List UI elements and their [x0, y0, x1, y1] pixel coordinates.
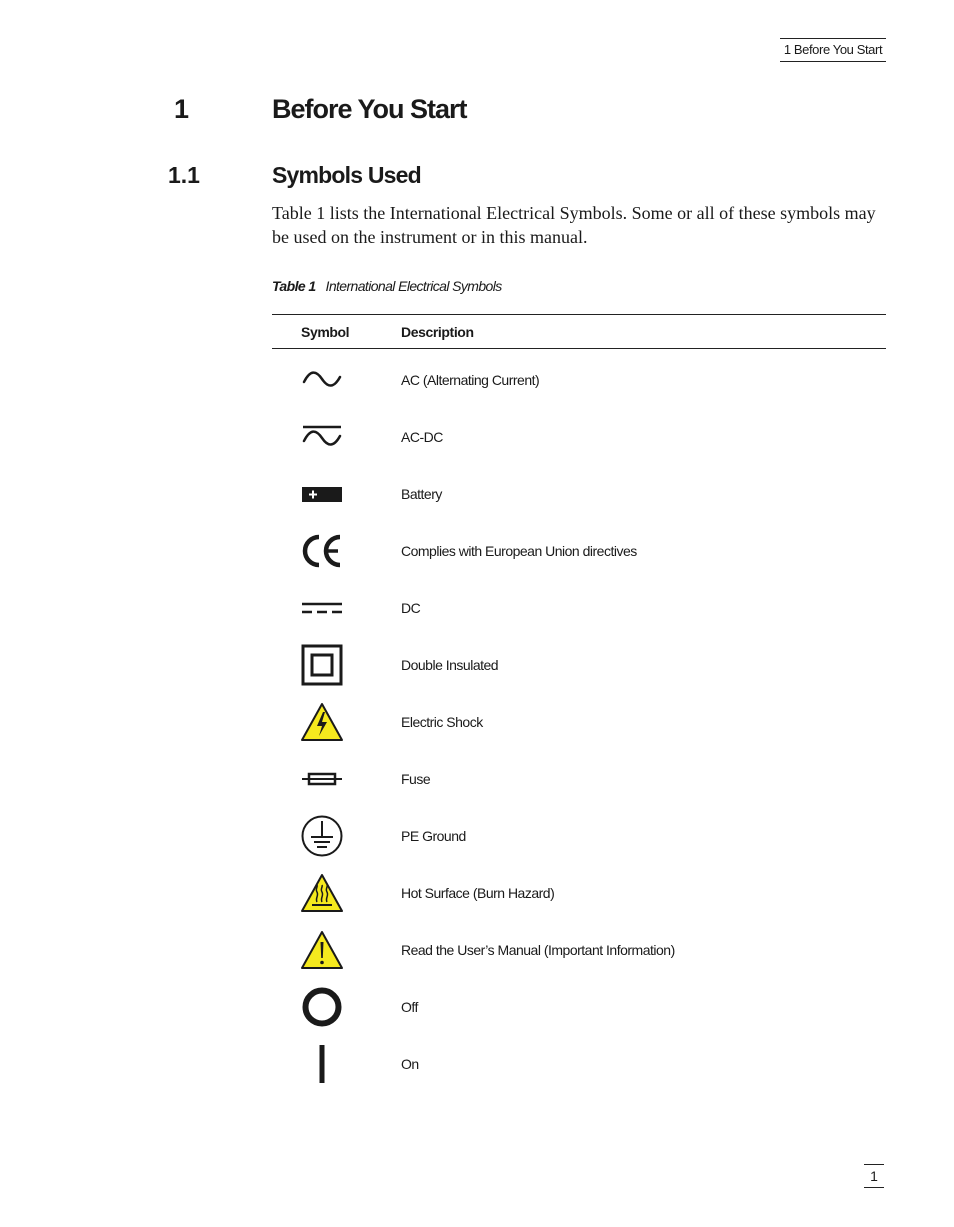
table-row: [272, 757, 886, 801]
row-description: Off: [401, 999, 418, 1015]
pe-ground-icon: [300, 814, 344, 858]
section-title: Symbols Used: [272, 162, 421, 188]
dc-icon: [300, 586, 344, 630]
ac-dc-icon: [300, 415, 344, 459]
table-row: [272, 985, 886, 1029]
hot-surface-warning-icon: [300, 871, 344, 915]
column-header-description: Description: [401, 324, 474, 340]
table-row: [272, 928, 886, 972]
row-description: AC-DC: [401, 429, 443, 445]
table-caption-label: Table 1: [272, 278, 316, 294]
battery-icon: [300, 472, 344, 516]
row-description: Battery: [401, 486, 442, 502]
table-row: [272, 586, 886, 630]
page-number: 1: [864, 1164, 884, 1188]
table-row: [272, 871, 886, 915]
column-header-symbol: Symbol: [301, 324, 350, 340]
chapter-title: Before You Start: [272, 94, 467, 124]
double-insulated-icon: [300, 643, 344, 687]
off-icon: [300, 985, 344, 1029]
caution-warning-icon: [300, 928, 344, 972]
chapter-number: 1: [174, 94, 190, 124]
row-description: Complies with European Union directives: [401, 543, 637, 559]
table-row: [272, 358, 886, 402]
section-intro-paragraph: Table 1 lists the International Electrical Symbols. Some or all of these symbols may be used on the instrument or in this manual.: [272, 203, 876, 247]
table-caption-text: International Electrical Symbols: [325, 278, 502, 294]
electric-shock-warning-icon: [300, 700, 344, 744]
section-number: 1.1: [168, 162, 200, 188]
table-header-rule: [272, 348, 886, 349]
table-row: [272, 643, 886, 687]
row-description: AC (Alternating Current): [401, 372, 540, 388]
row-description: Electric Shock: [401, 714, 483, 730]
table-caption: [272, 278, 502, 294]
row-description: Fuse: [401, 771, 431, 787]
table-row: [272, 472, 886, 516]
ce-mark-icon: [300, 529, 344, 573]
on-icon: [300, 1042, 344, 1086]
row-description: DC: [401, 600, 421, 616]
table-row: [272, 814, 886, 858]
table-row: [272, 1042, 886, 1086]
fuse-icon: [300, 757, 344, 801]
table-row: [272, 700, 886, 744]
ac-icon: [300, 358, 344, 402]
table-row: [272, 415, 886, 459]
row-description: PE Ground: [401, 828, 466, 844]
row-description: Read the User’s Manual (Important Information): [401, 942, 675, 958]
table-top-rule: [272, 314, 886, 315]
table-row: [272, 529, 886, 573]
row-description: Double Insulated: [401, 657, 499, 673]
row-description: Hot Surface (Burn Hazard): [401, 885, 555, 901]
row-description: On: [401, 1056, 419, 1072]
running-header: 1 Before You Start: [780, 38, 886, 62]
